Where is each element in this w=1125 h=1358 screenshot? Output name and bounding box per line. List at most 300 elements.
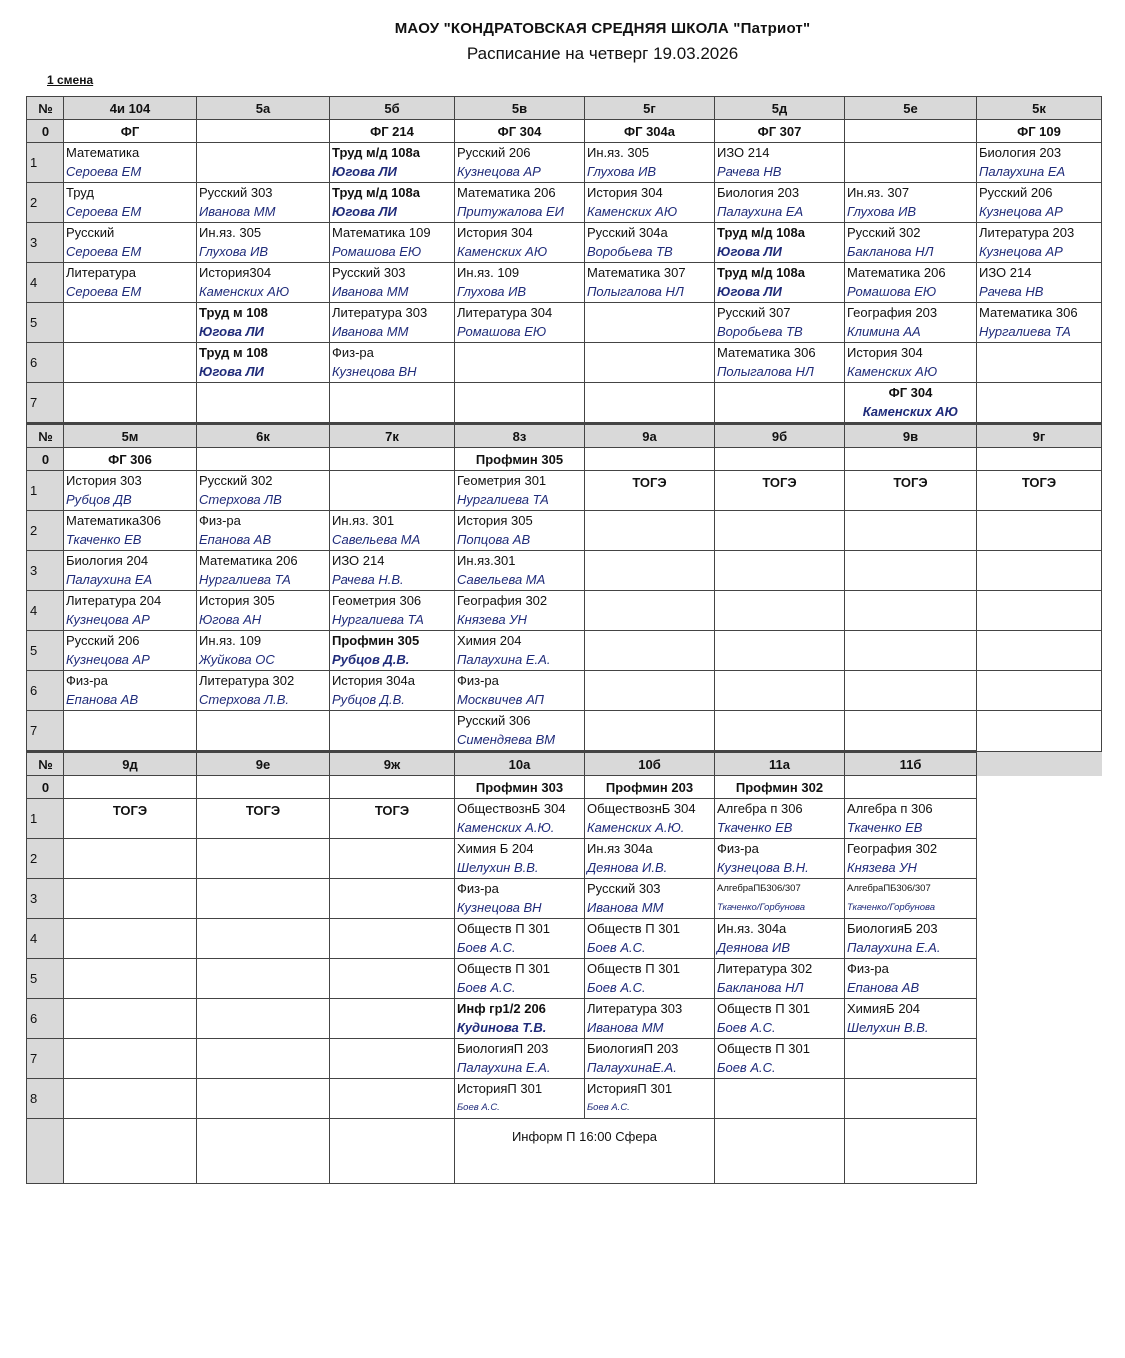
subject-room: Химия 204 xyxy=(457,633,522,648)
class-header-row xyxy=(27,424,1102,448)
teacher-name: Рачева Н.В. xyxy=(332,572,404,587)
teacher-name: Югова ЛИ xyxy=(717,284,782,299)
lesson-cell xyxy=(64,671,197,711)
lesson-row xyxy=(27,631,1102,671)
lesson-cell xyxy=(715,383,845,424)
teacher-name: Симендяева ВМ xyxy=(457,732,556,747)
lesson-cell xyxy=(64,919,197,959)
subject-room: История 305 xyxy=(199,593,275,608)
togeh-label: ТОГЭ xyxy=(632,475,667,490)
subject-room: Математика xyxy=(66,145,140,160)
subject-room: Литература 203 xyxy=(979,225,1075,240)
lesson-cell xyxy=(845,263,977,303)
teacher-name: Боев А.С. xyxy=(717,1020,776,1035)
teacher-name: Стерхова Л.В. xyxy=(199,692,289,707)
subject-room: ХимияБ 204 xyxy=(847,1001,921,1016)
subject-room: Ин.яз.301 xyxy=(457,553,516,568)
teacher-name: Притужалова ЕИ xyxy=(457,204,564,219)
lesson-cell xyxy=(585,471,715,511)
subject-room: ИЗО 214 xyxy=(979,265,1032,280)
lesson-cell xyxy=(197,303,330,343)
lesson-number: 7 xyxy=(27,1039,64,1079)
lesson-cell xyxy=(330,471,455,511)
lesson-cell xyxy=(977,551,1102,591)
lesson-cell xyxy=(455,143,585,183)
teacher-name: Рубцов Д.В. xyxy=(332,652,410,667)
schedule-table xyxy=(26,96,1102,1184)
teacher-name: Савельева МА xyxy=(332,532,421,547)
teacher-name: Стерхова ЛВ xyxy=(199,492,282,507)
inform-note: Информ П 16:00 Сфера xyxy=(511,1129,658,1144)
lesson-number: 6 xyxy=(27,343,64,383)
subject-room: Физ-ра xyxy=(66,673,108,688)
teacher-name: Боев А.С. xyxy=(457,980,516,995)
lesson-cell xyxy=(197,591,330,631)
lesson-cell xyxy=(715,591,845,631)
subject-room: АлгебраПБ306/307 xyxy=(717,883,801,894)
lesson-number: 4 xyxy=(27,591,64,631)
subject-room: ИсторияП 301 xyxy=(457,1081,543,1096)
class-header: 5г xyxy=(585,97,715,120)
lesson-cell xyxy=(64,551,197,591)
lesson-cell xyxy=(197,263,330,303)
num-header: № xyxy=(27,97,64,120)
lesson-row xyxy=(27,343,1102,383)
subject-room: ИЗО 214 xyxy=(717,145,770,160)
lesson-cell xyxy=(977,471,1102,511)
zero-lesson-cell: ФГ 306 xyxy=(64,448,197,471)
lesson-cell xyxy=(330,303,455,343)
subject-room: Русский xyxy=(66,225,115,240)
lesson-cell xyxy=(585,999,715,1039)
class-header: 10а xyxy=(455,752,585,776)
lesson-cell xyxy=(977,263,1102,303)
teacher-name: Попцова АВ xyxy=(457,532,531,547)
lesson-cell xyxy=(330,631,455,671)
teacher-name: Деянова ИВ xyxy=(717,940,791,955)
teacher-name: Иванова ММ xyxy=(587,1020,664,1035)
zero-lesson-cell: Профмин 305 xyxy=(455,448,585,471)
lesson-row xyxy=(27,919,1102,959)
lesson-cell xyxy=(715,671,845,711)
lesson-cell xyxy=(715,551,845,591)
zero-lesson-cell xyxy=(845,448,977,471)
lesson-cell xyxy=(715,799,845,839)
lesson-cell xyxy=(197,711,330,752)
teacher-name: Югова ЛИ xyxy=(717,244,782,259)
zero-lesson-cell: Профмин 203 xyxy=(585,776,715,799)
subject-room: ИЗО 214 xyxy=(332,553,385,568)
lesson-cell xyxy=(330,839,455,879)
lesson-cell xyxy=(585,1039,715,1079)
lesson-cell xyxy=(585,511,715,551)
subject-room: История 304а xyxy=(332,673,415,688)
lesson-cell xyxy=(64,471,197,511)
lesson-cell xyxy=(330,959,455,999)
teacher-name: Сероева ЕМ xyxy=(66,244,142,259)
lesson-cell xyxy=(585,1079,715,1119)
lesson-cell xyxy=(455,551,585,591)
subject-room: Геометрия 301 xyxy=(457,473,547,488)
lesson-cell xyxy=(455,471,585,511)
lesson-cell xyxy=(585,551,715,591)
lesson-cell xyxy=(977,303,1102,343)
lesson-row xyxy=(27,999,1102,1039)
lesson-cell xyxy=(845,1079,977,1119)
lesson-row-0 xyxy=(27,448,1102,471)
teacher-name: Каменских АЮ xyxy=(199,284,290,299)
lesson-cell xyxy=(197,631,330,671)
lesson-cell xyxy=(64,383,197,424)
lesson-cell xyxy=(845,631,977,671)
subject-room: История 303 xyxy=(66,473,142,488)
lesson-cell xyxy=(64,959,197,999)
subject-room: Обществ П 301 xyxy=(587,921,680,936)
lesson-cell xyxy=(330,1119,455,1184)
schedule-title: Расписание на четверг 19.03.2026 xyxy=(466,44,739,63)
teacher-name: Полыгалова НЛ xyxy=(587,284,684,299)
lesson-cell xyxy=(585,711,715,752)
lesson-row xyxy=(27,1079,1102,1119)
class-header: 6к xyxy=(197,424,330,448)
lesson-cell xyxy=(715,839,845,879)
lesson-row xyxy=(27,591,1102,631)
subject-room: Литература 304 xyxy=(457,305,553,320)
subject-room: Физ-ра xyxy=(199,513,241,528)
subject-room: Алгебра п 306 xyxy=(847,801,933,816)
teacher-name: Каменских АЮ xyxy=(587,204,678,219)
lesson-cell xyxy=(64,143,197,183)
class-header: 4и 104 xyxy=(64,97,197,120)
lesson-number: 2 xyxy=(27,511,64,551)
lesson-cell xyxy=(715,959,845,999)
lesson-cell xyxy=(197,999,330,1039)
lesson-cell xyxy=(977,143,1102,183)
subject-room: БиологияП 203 xyxy=(457,1041,549,1056)
zero-lesson-cell: Профмин 302 xyxy=(715,776,845,799)
lesson-cell xyxy=(845,879,977,919)
subject-room: Физ-ра xyxy=(457,673,499,688)
togeh-label: ТОГЭ xyxy=(1021,475,1057,490)
teacher-name: Нургалиева ТА xyxy=(199,572,291,587)
lesson-cell xyxy=(845,183,977,223)
lesson-cell xyxy=(715,999,845,1039)
teacher-name: Ткаченко ЕВ xyxy=(66,532,142,547)
lesson-cell xyxy=(977,591,1102,631)
lesson-cell xyxy=(715,1079,845,1119)
zero-lesson-cell xyxy=(330,776,455,799)
lesson-cell xyxy=(585,591,715,631)
subject-room: Русский 303 xyxy=(199,185,273,200)
subject-room: Ин.яз. 307 xyxy=(847,185,910,200)
lesson-row xyxy=(27,839,1102,879)
teacher-name: Епанова АВ xyxy=(847,980,920,995)
lesson-cell xyxy=(845,711,977,752)
teacher-name: Югова ЛИ xyxy=(199,324,264,339)
teacher-name: Югова ЛИ xyxy=(199,364,264,379)
class-header: 9д xyxy=(64,752,197,776)
zero-lesson-cell: Профмин 303 xyxy=(455,776,585,799)
lesson-row xyxy=(27,303,1102,343)
zero-lesson-cell: ФГ 214 xyxy=(330,120,455,143)
lesson-cell xyxy=(585,143,715,183)
teacher-name: Рачева НВ xyxy=(717,164,782,179)
lesson-cell xyxy=(455,183,585,223)
subject-room: Литература 303 xyxy=(332,305,428,320)
lesson-cell xyxy=(197,959,330,999)
subject-room: Биология 203 xyxy=(717,185,800,200)
subject-room: БиологияБ 203 xyxy=(847,921,938,936)
subject-room: Алгебра п 306 xyxy=(717,801,803,816)
lesson-cell xyxy=(330,1039,455,1079)
class-header: 9е xyxy=(197,752,330,776)
lesson-cell xyxy=(455,839,585,879)
subject-room: География 302 xyxy=(457,593,548,608)
lesson-cell xyxy=(64,1079,197,1119)
lesson-cell xyxy=(64,591,197,631)
subject-room: Химия Б 204 xyxy=(457,841,534,856)
num-header: № xyxy=(27,752,64,776)
lesson-cell xyxy=(330,343,455,383)
togeh-label: ТОГЭ xyxy=(762,475,797,490)
lesson-number: 6 xyxy=(27,999,64,1039)
class-header: 5е xyxy=(845,97,977,120)
lesson-cell xyxy=(455,1079,585,1119)
lesson-row xyxy=(27,711,1102,752)
lesson-cell xyxy=(64,999,197,1039)
lesson-cell xyxy=(330,383,455,424)
subject-room: Физ-ра xyxy=(332,345,374,360)
lesson-cell xyxy=(845,1039,977,1079)
lesson-cell xyxy=(715,919,845,959)
subject-room: Математика306 xyxy=(66,513,161,528)
subject-room: Математика 307 xyxy=(587,265,686,280)
lesson-cell xyxy=(585,959,715,999)
subject-room: Русский 306 xyxy=(457,713,531,728)
lesson-cell xyxy=(845,471,977,511)
class-header: 5к xyxy=(977,97,1102,120)
teacher-name: Полыгалова НЛ xyxy=(717,364,814,379)
subject-room: Русский 303 xyxy=(587,881,661,896)
subject-room: Русский 206 xyxy=(979,185,1053,200)
teacher-name: Воробьева ТВ xyxy=(587,244,673,259)
teacher-name: Москвичев АП xyxy=(457,692,544,707)
lesson-cell xyxy=(455,671,585,711)
lesson-cell xyxy=(715,879,845,919)
teacher-name: Кузнецова АР xyxy=(66,652,150,667)
lesson-number: 4 xyxy=(27,919,64,959)
lesson-cell xyxy=(197,511,330,551)
subject-room: Математика 206 xyxy=(199,553,298,568)
teacher-name: Шелухин В.В. xyxy=(847,1020,929,1035)
lesson-cell xyxy=(585,919,715,959)
class-header: 10б xyxy=(585,752,715,776)
lesson-cell xyxy=(330,223,455,263)
teacher-name: Боев А.С. xyxy=(457,1102,500,1113)
lesson-cell xyxy=(64,511,197,551)
teacher-name: Югова ЛИ xyxy=(332,204,397,219)
zero-lesson-cell: ФГ 304а xyxy=(585,120,715,143)
lesson-cell xyxy=(455,631,585,671)
teacher-name: Рубцов ДВ xyxy=(66,492,132,507)
subject-room: Литература 204 xyxy=(66,593,162,608)
teacher-name: Боев А.С. xyxy=(587,1102,630,1113)
lesson-cell xyxy=(197,839,330,879)
subject-room: Биология 204 xyxy=(66,553,149,568)
subject-room: Ин.яз. 109 xyxy=(199,633,262,648)
lesson-cell xyxy=(330,551,455,591)
lesson-cell xyxy=(715,1039,845,1079)
lesson-number: 5 xyxy=(27,631,64,671)
teacher-name: Боев А.С. xyxy=(587,980,646,995)
subject-room: География 203 xyxy=(847,305,938,320)
teacher-name: Ткаченко/Горбунова xyxy=(717,902,806,913)
teacher-name: Князева УН xyxy=(457,612,527,627)
class-header: 7к xyxy=(330,424,455,448)
lesson-number: 6 xyxy=(27,671,64,711)
togeh-label: ТОГЭ xyxy=(112,803,148,818)
teacher-name: Кузнецова В.Н. xyxy=(717,860,809,875)
teacher-name: Каменских А.Ю. xyxy=(587,820,685,835)
lesson-cell xyxy=(585,263,715,303)
subject-room: История 304 xyxy=(587,185,663,200)
teacher-name: Епанова АВ xyxy=(199,532,272,547)
teacher-name: Иванова ММ xyxy=(332,284,409,299)
lesson-cell xyxy=(330,591,455,631)
subject-room: История 305 xyxy=(457,513,533,528)
teacher-name: Глухова ИВ xyxy=(587,164,657,179)
lesson-cell xyxy=(197,183,330,223)
lesson-cell xyxy=(845,143,977,183)
subject-room: Русский 302 xyxy=(199,473,273,488)
lesson-number: 0 xyxy=(27,120,64,143)
zero-lesson-cell xyxy=(845,120,977,143)
lesson-cell xyxy=(845,511,977,551)
subject-room: Ин.яз. 304а xyxy=(717,921,787,936)
lesson-cell xyxy=(455,591,585,631)
lesson-number: 0 xyxy=(27,776,64,799)
teacher-name: Рубцов Д.В. xyxy=(332,692,405,707)
subject-room: ОбществознБ 304 xyxy=(587,801,696,816)
lesson-cell xyxy=(585,183,715,223)
lesson-cell xyxy=(455,959,585,999)
teacher-name: Кузнецова ВН xyxy=(457,900,542,915)
subject-room: Труд м/д 108а xyxy=(717,265,805,280)
lesson-cell xyxy=(330,263,455,303)
teacher-name: Югова ЛИ xyxy=(332,164,397,179)
lesson-cell xyxy=(585,799,715,839)
lesson-number: 2 xyxy=(27,839,64,879)
lesson-row-0 xyxy=(27,776,1102,799)
teacher-name: Иванова ММ xyxy=(332,324,409,339)
lesson-cell xyxy=(197,383,330,424)
togeh-label: ТОГЭ xyxy=(374,803,410,818)
lesson-row xyxy=(27,143,1102,183)
lesson-cell xyxy=(977,383,1102,424)
lesson-cell xyxy=(64,631,197,671)
teacher-name: Климина АА xyxy=(847,324,921,339)
lesson-cell xyxy=(455,383,585,424)
lesson-cell xyxy=(585,303,715,343)
class-header: 9ж xyxy=(330,752,455,776)
lesson-cell xyxy=(845,223,977,263)
zero-lesson-cell xyxy=(330,448,455,471)
subject-room: ОбществознБ 304 xyxy=(457,801,566,816)
teacher-name: Каменских АЮ xyxy=(847,364,938,379)
teacher-name: Ромашова ЕЮ xyxy=(457,324,547,339)
lesson-cell xyxy=(330,879,455,919)
teacher-name: Бакланова НЛ xyxy=(847,244,934,259)
teacher-name: Сероева ЕМ xyxy=(66,204,142,219)
zero-lesson-cell: ФГ 304 xyxy=(455,120,585,143)
lesson-number: 4 xyxy=(27,263,64,303)
footer-row xyxy=(27,1119,1102,1184)
teacher-name: Кузнецова АР xyxy=(66,612,150,627)
subject-room: Физ-ра xyxy=(847,961,889,976)
zero-lesson-cell xyxy=(64,776,197,799)
subject-room: Физ-ра xyxy=(457,881,499,896)
lesson-cell xyxy=(330,799,455,839)
class-header: 5м xyxy=(64,424,197,448)
lesson-cell xyxy=(455,511,585,551)
teacher-name: Нургалиева ТА xyxy=(979,324,1071,339)
lesson-cell xyxy=(64,711,197,752)
lesson-cell xyxy=(585,671,715,711)
class-header: 9г xyxy=(977,424,1102,448)
teacher-name: Палаухина ЕА xyxy=(717,204,804,219)
lesson-row xyxy=(27,383,1102,424)
subject-room: АлгебраПБ306/307 xyxy=(847,883,931,894)
lesson-cell xyxy=(197,1079,330,1119)
subject-room: Труд м/д 108а xyxy=(717,225,805,240)
lesson-cell xyxy=(330,671,455,711)
lesson-number: 8 xyxy=(27,1079,64,1119)
shift-label: 1 смена xyxy=(47,73,94,87)
teacher-name: Палаухина Е.А. xyxy=(457,1060,551,1075)
subject-room: Ин.яз. 109 xyxy=(457,265,520,280)
lesson-cell xyxy=(977,631,1102,671)
class-header: 8з xyxy=(455,424,585,448)
lesson-cell xyxy=(845,303,977,343)
lesson-row-0 xyxy=(27,120,1102,143)
lesson-cell xyxy=(455,799,585,839)
teacher-name: Югова АН xyxy=(199,612,262,627)
lesson-number: 3 xyxy=(27,551,64,591)
lesson-cell xyxy=(715,223,845,263)
class-header-row xyxy=(27,97,1102,120)
lesson-cell xyxy=(330,511,455,551)
zero-lesson-cell xyxy=(197,120,330,143)
lesson-cell xyxy=(715,511,845,551)
teacher-name: Палаухина Е.А. xyxy=(847,940,941,955)
lesson-row xyxy=(27,471,1102,511)
subject-room: Русский 303 xyxy=(332,265,406,280)
teacher-name: Палаухина ЕА xyxy=(979,164,1066,179)
lesson-row xyxy=(27,511,1102,551)
lesson-number: 2 xyxy=(27,183,64,223)
class-header: 11а xyxy=(715,752,845,776)
teacher-name: Савельева МА xyxy=(457,572,546,587)
zero-lesson-cell xyxy=(845,776,977,799)
teacher-name: Ткаченко ЕВ xyxy=(717,820,793,835)
lesson-cell xyxy=(977,671,1102,711)
lesson-cell xyxy=(64,263,197,303)
subject-room: Обществ П 301 xyxy=(457,921,550,936)
lesson-cell xyxy=(330,919,455,959)
zero-lesson-cell: ФГ xyxy=(64,120,197,143)
lesson-cell xyxy=(64,839,197,879)
lesson-cell xyxy=(64,1039,197,1079)
